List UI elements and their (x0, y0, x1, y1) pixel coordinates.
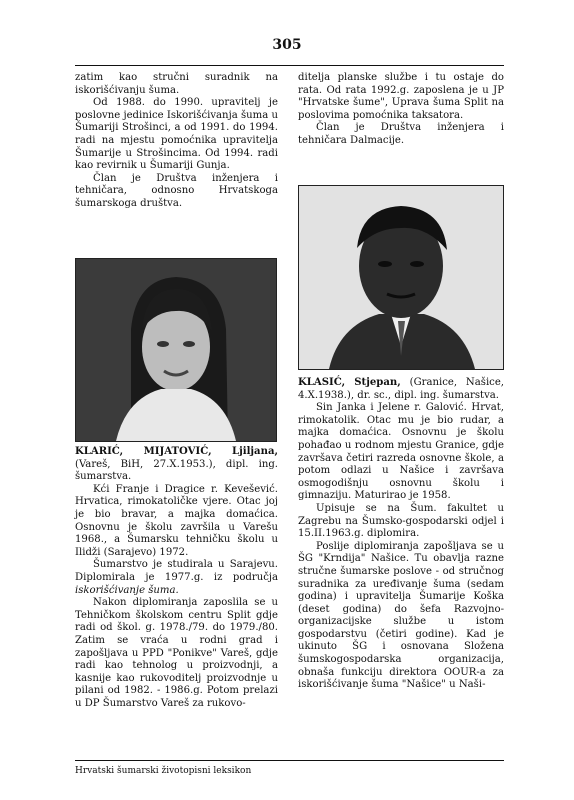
left-column-top-text (75, 72, 278, 211)
paragraph: Upisuje se na Šum. fakultet u Zagrebu na Šumsko-gospodarski odjel i 15.II.1963.g. diplomira. (298, 502, 504, 540)
portrait-photo-klasic (298, 185, 504, 370)
paragraph: zatim kao stručni suradnik na iskorišćivanju šuma. (75, 72, 278, 96)
footer-rule (75, 760, 504, 761)
page-number: 305 (272, 37, 302, 53)
paragraph: Od 1988. do 1990. upravitelj je poslovne jedinice Iskorišćivanja šuma u Šumariji Strošinci, a od 1991. do 1994. radi na mjestu pomoćnika upravitelja Šumarije u Strošincima. Od 1994. radi kao revirnik u Šumariji Gunja. (75, 97, 278, 172)
right-column-top-text (298, 72, 504, 148)
entry-intro: (Granice, Našice, 4.X.1938.), dr. sc., dipl. ing. šumarstva. (298, 377, 505, 401)
paragraph: Nakon diplomiranja zaposlila se u Tehničkom školskom centru Split gdje radi od škol. g. 1978./79. do 1979./80. Zatim se vraća u rodni grad i zapošljava u PPD "Ponikve" Vareš, gdje radi kao tehnolog u proizvodnji, a kasnije kao rukovoditelj proizvodnje u pilani od 1982. - 1986.g. Potom prelazi u DP Šumarstvo Vareš za rukovo- (75, 597, 278, 709)
paragraph: Sin Janka i Jelene r. Galović. Hrvat, rimokatolik. Otac mu je bio rudar, a majka domaćica. Osnovnu je školu pohađao u rodnom mjestu Granice, gdje završava četiri razreda osnovne škole, a potom odlazi u Našice i završava osmogodišnju osnovnu školu i gimnaziju. Maturirao je 1958. (298, 402, 504, 502)
paragraph: Član je Društva inženjera i tehničara Dalmacije. (298, 122, 504, 146)
entry-intro: (Vareš, BiH, 27.X.1953.), dipl. ing. šumarstva. (75, 458, 278, 483)
entry-klaric (75, 446, 278, 710)
entry-name: KLASIĆ, Stjepan, (298, 377, 401, 388)
footer-title: Hrvatski šumarski životopisni leksikon (75, 766, 252, 776)
paragraph: Član je Društva inženjera i tehničara, odnosno Hrvatskoga šumarskoga društva. (75, 172, 278, 209)
paragraph: Šumarstvo je studirala u Sarajevu. Diplomirala je 1977.g. iz područja (75, 559, 278, 583)
paragraph: Poslije diplomiranja zapošljava se u ŠG "Krndija" Našice. Tu obavlja razne stručne šumarske poslove - od stručnog suradnika za uređivanje šuma (sedam godina) i upravitelja Šumarije Koška (deset godina) do šefa Razvojno-organizacijske službe u istom gospodarstvu (četiri godine). Kad je ukinuto ŠG i osnovana Složena šumskogospodarska organizacija, obnaša funkciju direktora OOUR-a za iskorišćivanje šuma "Našice" u Naši- (298, 540, 504, 691)
paragraph: ditelja planske službe i tu ostaje do rata. Od rata 1992.g. zaposlena je u JP "Hrvatske šume", Uprava šuma Split na poslovima pomoćnika taksatora. (298, 72, 504, 121)
emphasis-text: iskorišćivanje šuma. (75, 584, 179, 596)
header-rule (75, 65, 504, 66)
entry-name: KLARIĆ, MIJATOVIĆ, Ljiljana, (75, 446, 278, 457)
entry-klasic (298, 377, 504, 692)
portrait-photo-klaric (75, 258, 277, 442)
paragraph: Kći Franje i Dragice r. Kevešević. Hrvatica, rimokatoličke vjere. Otac joj je bio bravar, a majka domaćica. Osnovnu je školu završila u Varešu 1968., a Šumarsku tehničku školu u Ilidži (Sarajevo) 1972. (75, 483, 278, 558)
